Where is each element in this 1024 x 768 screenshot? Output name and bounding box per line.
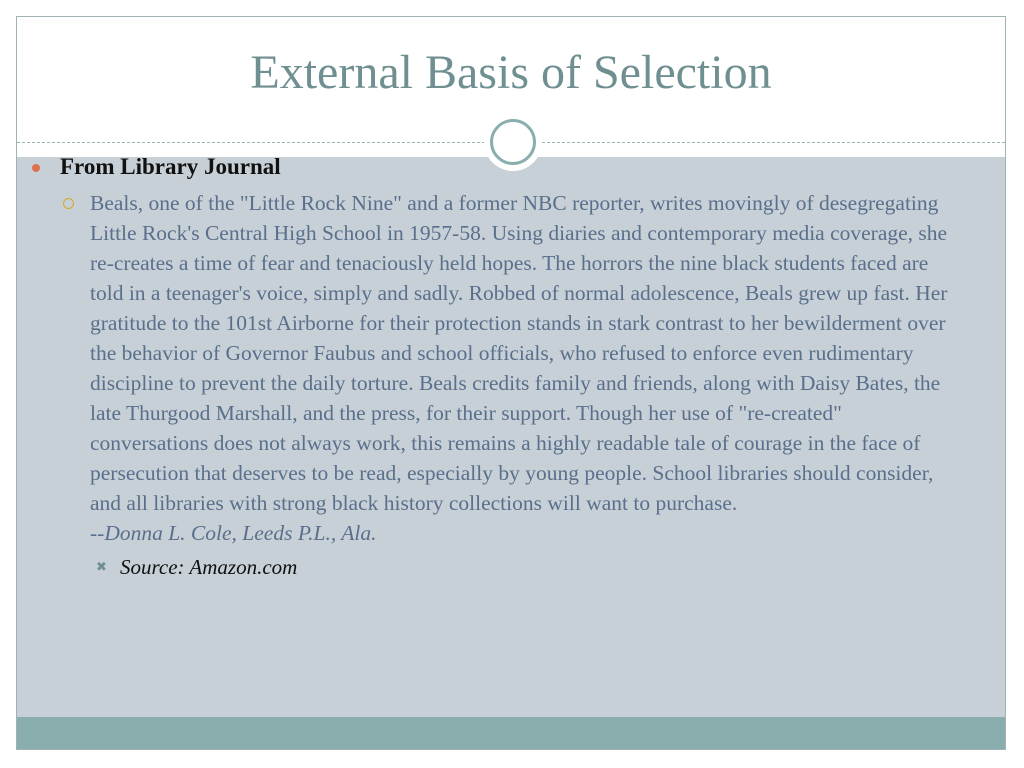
source-line [30, 552, 965, 582]
slide-title: External Basis of Selection [250, 46, 772, 99]
slide-content [30, 152, 965, 582]
footer-bar [17, 717, 1005, 750]
x-mark-icon: ✖ [96, 559, 107, 574]
bullet-heading: From Library Journal [60, 154, 281, 179]
bullet-from-library-journal [30, 152, 965, 182]
review-paragraph [30, 188, 965, 548]
source-text: Source: Amazon.com [120, 555, 298, 579]
review-attribution: --Donna L. Cole, Leeds P.L., Ala. [90, 521, 377, 545]
hollow-ring-icon [63, 198, 74, 209]
review-text: Beals, one of the "Little Rock Nine" and a former NBC reporter, writes movingly of desegregating Little Rock's Central High School in 1957-58. Using diaries and contemporary media coverage, she re-creates a time of fear and tenaciously held hopes. The horrors the nine black students faced are told in a teenager's voice, simply and sadly. Robbed of normal adolescence, Beals grew up fast. Her gratitude to the 101st Airborne for their protection stands in stark contrast to her bewilderment over the behavior of Governor Faubus and school officials, who refused to enforce even rudimentary discipline to prevent the daily torture. Beals credits family and friends, along with Daisy Bates, the late Thurgood Marshall, and the press, for their support. Though her use of "re-created" conversations does not always work, this remains a highly readable tale of courage in the face of persecution that deserves to be read, especially by young people. School libraries should consider, and all libraries with strong black history collections will want to purchase. [90, 191, 948, 515]
filled-dot-icon [32, 164, 40, 172]
